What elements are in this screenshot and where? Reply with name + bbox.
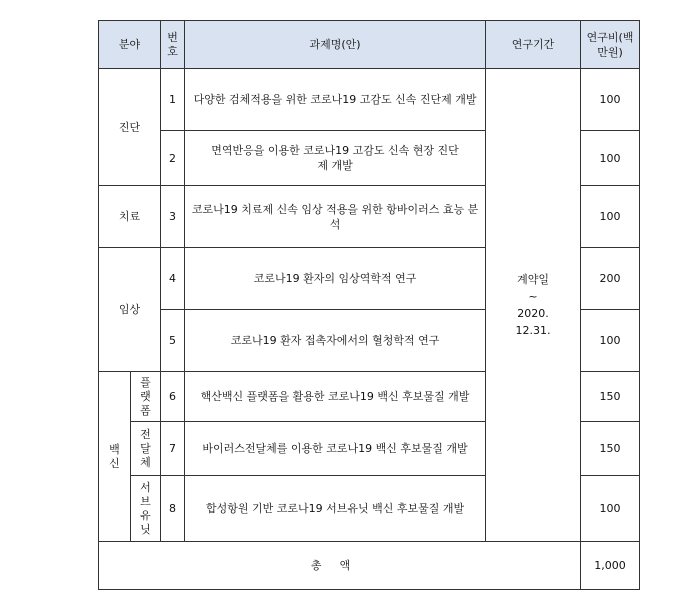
row-number: 7 [161, 422, 185, 476]
row-number: 3 [161, 186, 185, 248]
row-number: 1 [161, 69, 185, 131]
total-label: 총액 [99, 542, 581, 590]
subfield-subunit: 서브유닛 [131, 476, 161, 542]
budget-value: 200 [581, 248, 640, 310]
field-treatment: 치료 [99, 186, 161, 248]
header-number: 번호 [161, 21, 185, 69]
row-number: 4 [161, 248, 185, 310]
task-name: 코로나19 환자의 임상역학적 연구 [185, 248, 486, 310]
row-number: 5 [161, 310, 185, 372]
total-row [99, 542, 640, 590]
task-name: 합성항원 기반 코로나19 서브유닛 백신 후보물질 개발 [185, 476, 486, 542]
field-clinical: 임상 [99, 248, 161, 372]
header-field: 분야 [99, 21, 161, 69]
budget-value: 100 [581, 131, 640, 186]
budget-value: 150 [581, 422, 640, 476]
table-row [99, 69, 640, 131]
total-value: 1,000 [581, 542, 640, 590]
row-number: 8 [161, 476, 185, 542]
row-number: 2 [161, 131, 185, 186]
header-budget: 연구비(백만원) [581, 21, 640, 69]
research-period: 계약일 ~ 2020. 12.31. [486, 69, 581, 542]
header-period: 연구기간 [486, 21, 581, 69]
task-name: 핵산백신 플랫폼을 활용한 코로나19 백신 후보물질 개발 [185, 372, 486, 422]
task-name: 다양한 검체적용을 위한 코로나19 고감도 신속 진단제 개발 [185, 69, 486, 131]
budget-value: 100 [581, 310, 640, 372]
budget-value: 100 [581, 476, 640, 542]
budget-value: 100 [581, 69, 640, 131]
field-vaccine: 백신 [99, 372, 131, 542]
task-name: 코로나19 치료제 신속 임상 적용을 위한 항바이러스 효능 분석 [185, 186, 486, 248]
header-task-name: 과제명(안) [185, 21, 486, 69]
task-name: 바이러스전달체를 이용한 코로나19 백신 후보물질 개발 [185, 422, 486, 476]
task-name: 면역반응을 이용한 코로나19 고감도 신속 현장 진단제 개발 [185, 131, 486, 186]
task-name: 코로나19 환자 접촉자에서의 혈청학적 연구 [185, 310, 486, 372]
budget-value: 150 [581, 372, 640, 422]
header-row [99, 21, 640, 69]
field-diagnosis: 진단 [99, 69, 161, 186]
budget-value: 100 [581, 186, 640, 248]
research-task-table [98, 20, 640, 590]
subfield-platform: 플랫폼 [131, 372, 161, 422]
row-number: 6 [161, 372, 185, 422]
subfield-carrier: 전달체 [131, 422, 161, 476]
